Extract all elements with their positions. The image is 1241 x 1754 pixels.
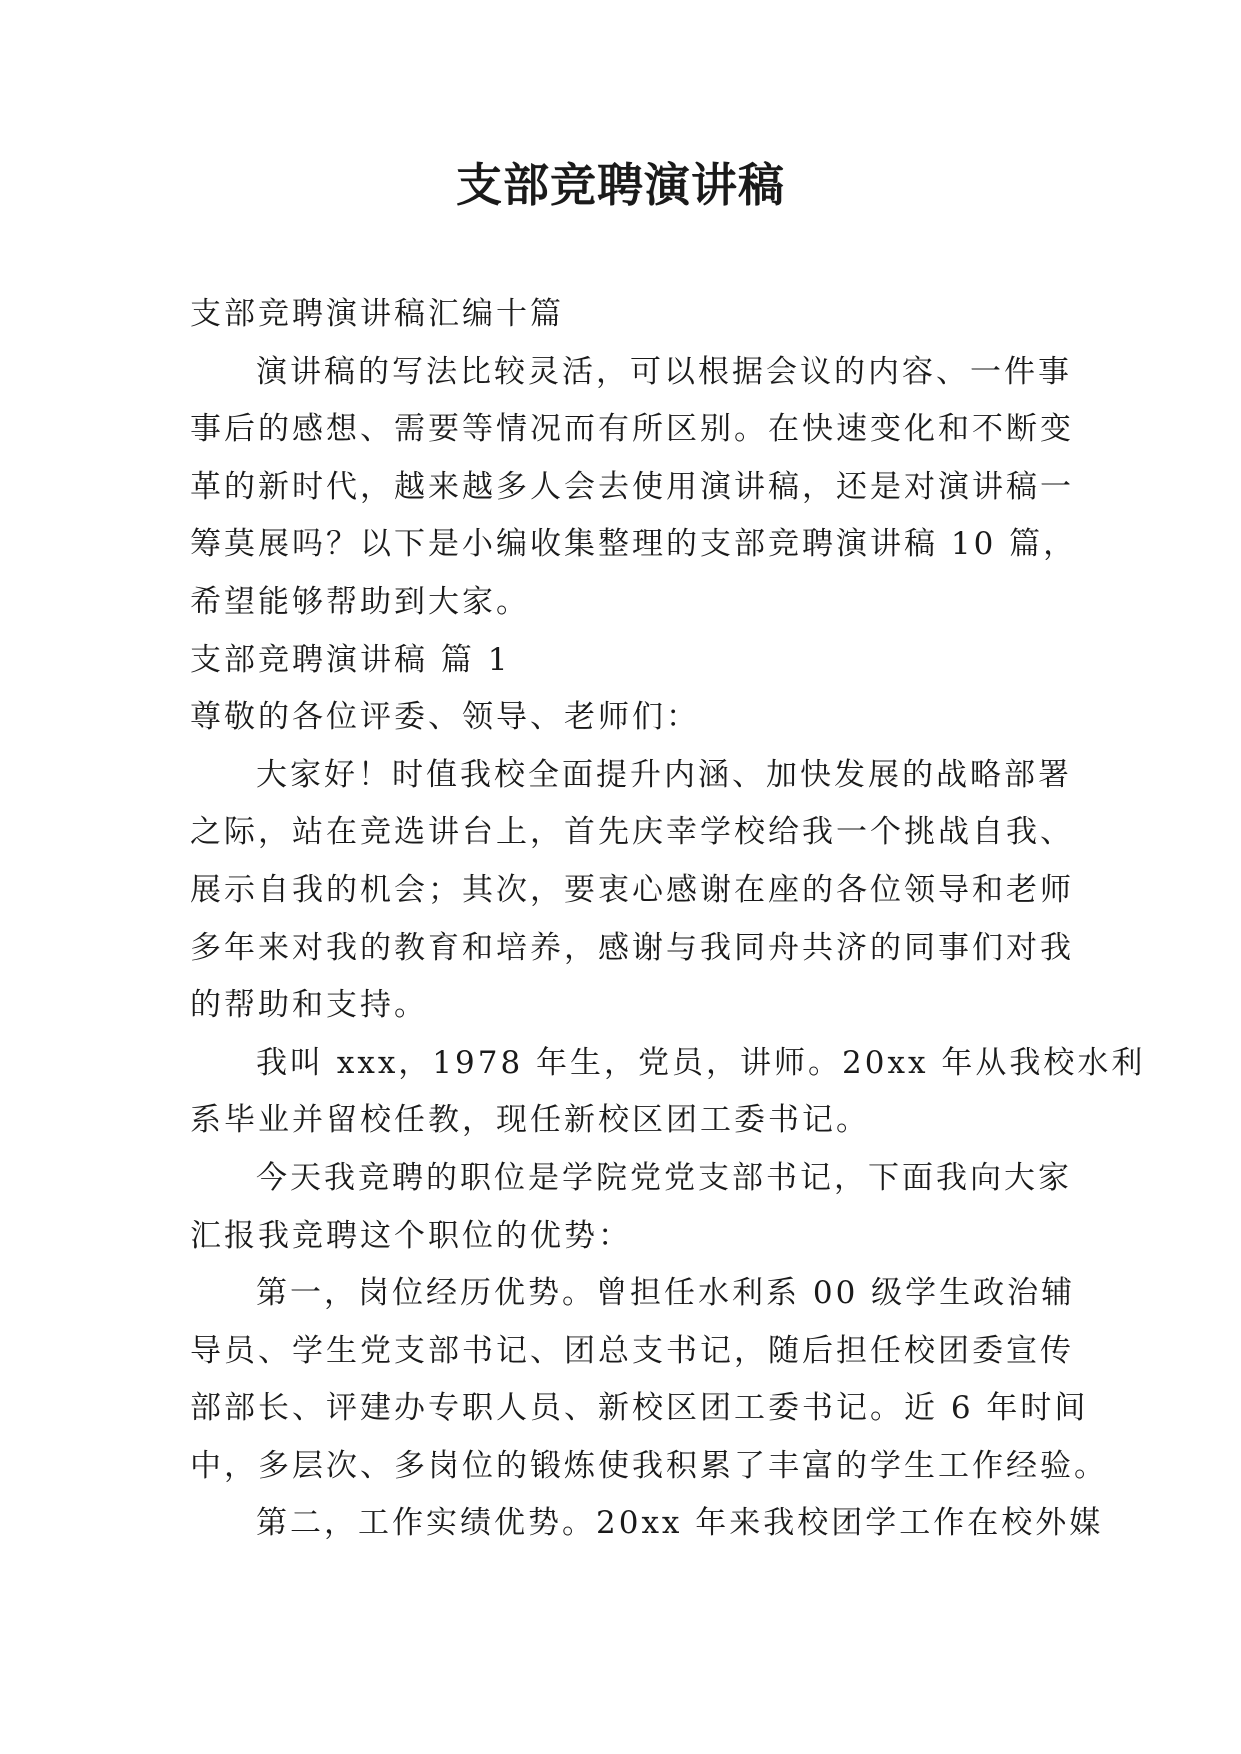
text-line: 中，多层次、多岗位的锻炼使我积累了丰富的学生工作经验。 [190, 1447, 1108, 1484]
text-line: 多年来对我的教育和培养，感谢与我同舟共济的同事们对我 [190, 929, 1074, 966]
text-line: 汇报我竞聘这个职位的优势： [190, 1217, 632, 1254]
text-line: 筹莫展吗？以下是小编收集整理的支部竞聘演讲稿 10 篇， [190, 526, 1078, 563]
text-line: 之际，站在竞选讲台上，首先庆幸学校给我一个挑战自我、 [190, 814, 1074, 851]
text-line: 希望能够帮助到大家。 [190, 583, 530, 620]
text-line: 演讲稿的写法比较灵活，可以根据会议的内容、一件事 [256, 353, 1072, 390]
text-line: 革的新时代，越来越多人会去使用演讲稿，还是对演讲稿一 [190, 468, 1074, 505]
text-line: 支部竞聘演讲稿 篇 1 [190, 641, 511, 678]
text-line: 事后的感想、需要等情况而有所区别。在快速变化和不断变 [190, 411, 1074, 448]
text-line: 第一，岗位经历优势。曾担任水利系 00 级学生政治辅 [256, 1275, 1076, 1312]
document-body [190, 286, 1146, 1553]
text-line: 的帮助和支持。 [190, 987, 428, 1024]
text-line: 系毕业并留校任教，现任新校区团工委书记。 [190, 1102, 870, 1139]
text-line: 第二，工作实绩优势。20xx 年来我校团学工作在校外媒 [256, 1505, 1104, 1542]
text-line: 展示自我的机会；其次，要衷心感谢在座的各位领导和老师 [190, 871, 1074, 908]
text-line: 部部长、评建办专职人员、新校区团工委书记。近 6 年时间 [190, 1390, 1089, 1427]
text-line: 支部竞聘演讲稿汇编十篇 [190, 296, 564, 332]
text-line: 今天我竞聘的职位是学院党党支部书记，下面我向大家 [256, 1159, 1072, 1196]
text-line: 导员、学生党支部书记、团总支书记，随后担任校团委宣传 [190, 1332, 1074, 1369]
text-line: 我叫 xxx，1978 年生，党员，讲师。20xx 年从我校水利 [256, 1044, 1146, 1081]
document-title: 支部竞聘演讲稿 [456, 158, 785, 212]
text-line: 尊敬的各位评委、领导、老师们： [190, 699, 700, 736]
text-line: 大家好！时值我校全面提升内涵、加快发展的战略部署 [256, 756, 1072, 793]
